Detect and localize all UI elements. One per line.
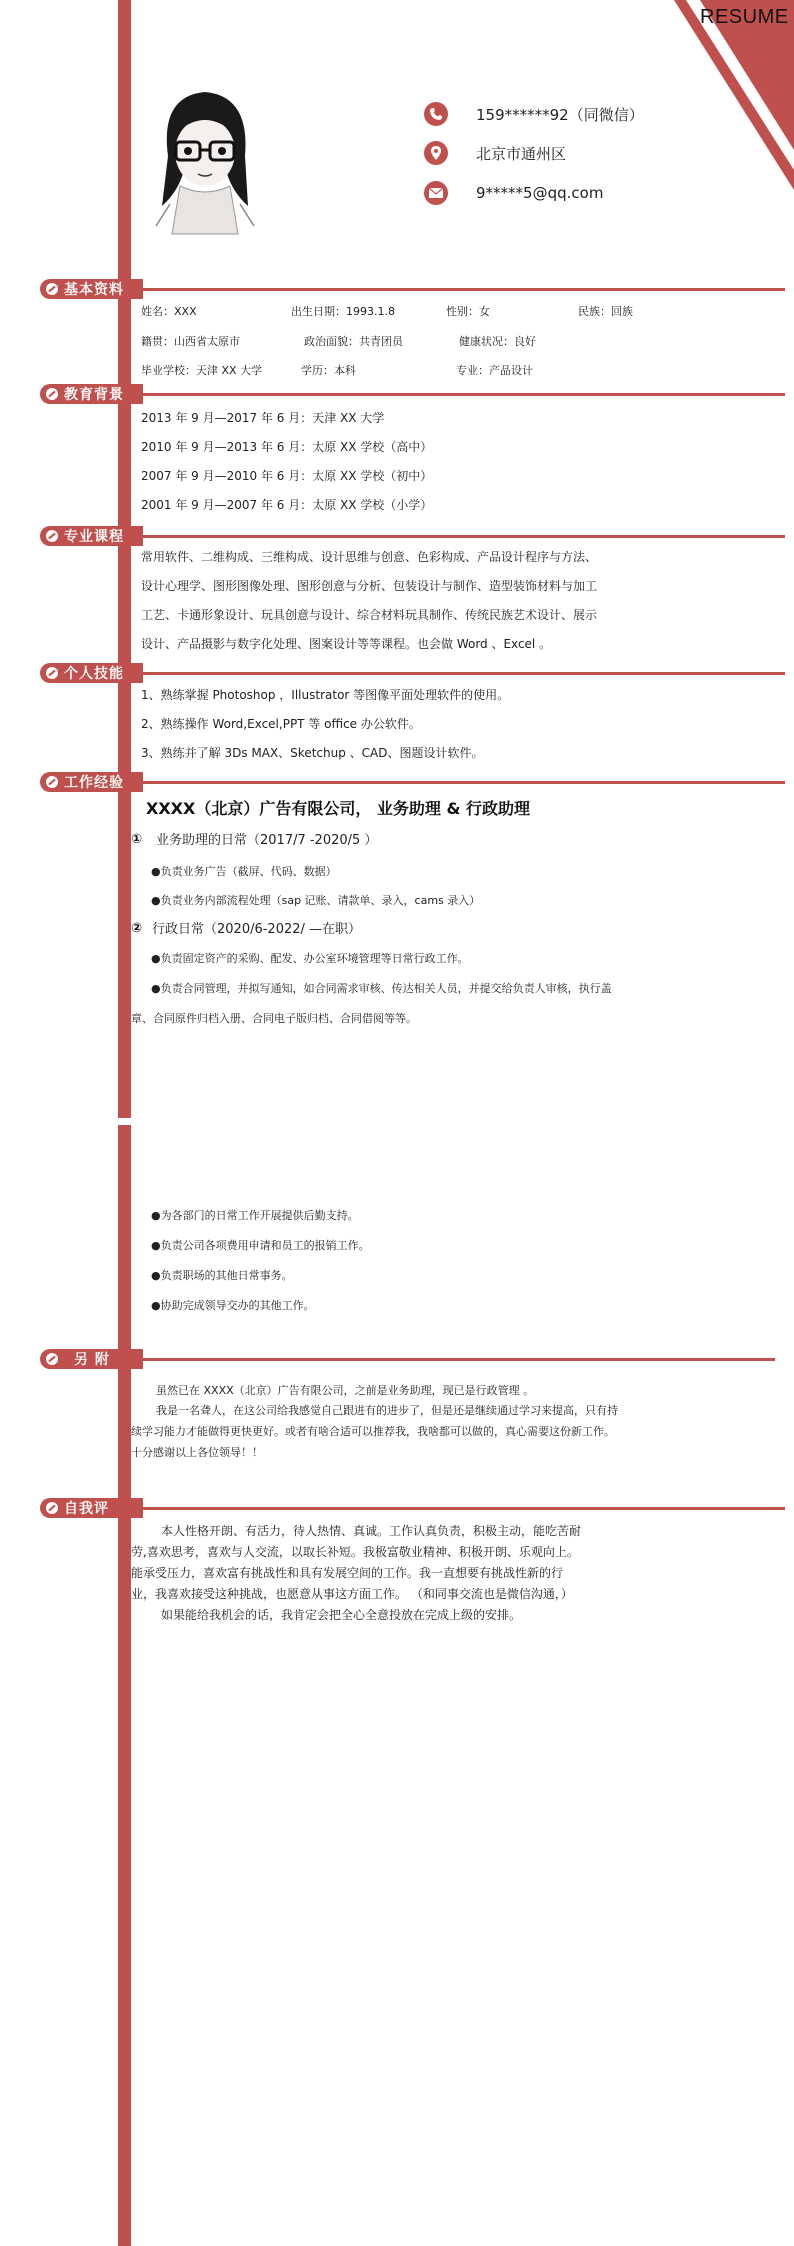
course-line: 工艺、卡通形象设计、玩具创意与设计、综合材料玩具制作、传统民族艺术设计、展示	[141, 608, 598, 622]
section-badge-icon	[46, 1502, 58, 1514]
basic-birth: 出生日期：1993.1.8	[291, 305, 395, 318]
basic-political: 政治面貌：共青团员	[304, 335, 403, 348]
work-company-title: XXXX（北京）广告有限公司， 业务助理 & 行政助理	[146, 799, 531, 818]
section-badge-icon	[46, 667, 58, 679]
job2-number: ②	[131, 921, 143, 936]
phone-text: 159******92（同微信）	[476, 105, 644, 124]
avatar	[150, 86, 260, 236]
other-line: 续学习能力才能做得更快更好。或者有啥合适可以推荐我，我啥都可以做的，真心需要这份新工作。	[131, 1425, 615, 1438]
skill-item: 3、熟练并了解 3Ds MAX、Sketchup 、CAD、图题设计软件。	[141, 746, 484, 760]
education-item: 2013 年 9 月—2017 年 6 月：天津 XX 大学	[141, 411, 385, 425]
self-eval-line: 业，我喜欢接受这种挑战，也愿意从事这方面工作。 （和同事交流也是微信沟通，）	[131, 1587, 573, 1601]
phone-icon	[424, 102, 448, 126]
self-eval-line: 能承受压力，喜欢富有挑战性和具有发展空间的工作。我一直想要有挑战性新的行	[131, 1566, 564, 1580]
bar-gap	[118, 1118, 131, 1125]
section-tag: 工作经验	[40, 772, 143, 792]
section-tag: 自我评	[40, 1498, 143, 1518]
section-rule	[135, 535, 785, 538]
job2-bullet: ●负责合同管理，并拟写通知，如合同需求审核、传达相关人员，并提交给负责人审核，执行盖	[151, 982, 612, 995]
job2-bullet: 章、合同原件归档入册、合同电子版归档、合同借阅等等。	[131, 1012, 417, 1025]
section-rule	[135, 393, 785, 396]
basic-degree: 学历：本科	[301, 364, 356, 377]
address-text: 北京市通州区	[476, 144, 567, 163]
section-badge-icon	[46, 283, 58, 295]
course-line: 设计心理学、图形图像处理、图形创意与分析、包装设计与制作、造型装饰材料与加工	[141, 579, 598, 593]
section-badge-icon	[46, 530, 58, 542]
job1-number: ①	[131, 832, 143, 847]
section-badge-icon	[46, 776, 58, 788]
self-eval-line: 本人性格开朗、有活力，待人热情、真诚。工作认真负责，积极主动，能吃苦耐	[161, 1524, 582, 1538]
section-tag: 教育背景	[40, 384, 143, 404]
skill-item: 1、熟练掌握 Photoshop ，Illustrator 等图像平面处理软件的使用。	[141, 688, 510, 702]
education-item: 2010 年 9 月—2013 年 6 月：太原 XX 学校（高中）	[141, 440, 433, 454]
other-line: 虽然已在 XXXX（北京）广告有限公司，之前是业务助理，现已是行政管理 。	[156, 1384, 535, 1397]
section-tag: 专业课程	[40, 526, 143, 546]
basic-origin: 籍贯：山西省太原市	[141, 335, 240, 348]
location-pin-icon	[424, 141, 448, 165]
work-bullet: ●负责职场的其他日常事务。	[151, 1269, 293, 1282]
contact-address	[424, 140, 566, 166]
work-bullet: ●协助完成领导交办的其他工作。	[151, 1299, 315, 1312]
section-tag: 另 附	[40, 1349, 143, 1369]
education-item: 2007 年 9 月—2010 年 6 月：太原 XX 学校（初中）	[141, 469, 433, 483]
other-line: 十分感谢以上各位领导！！	[131, 1446, 263, 1459]
basic-ethnicity: 民族：回族	[578, 305, 633, 318]
basic-major: 专业：产品设计	[456, 364, 533, 377]
section-tag: 基本资料	[40, 279, 143, 299]
section-rule	[135, 1358, 775, 1361]
self-eval-line: 劳,喜欢思考，喜欢与人交流，以取长补短。我极富敬业精神、积极开朗、乐观向上。	[131, 1545, 579, 1559]
email-text: 9*****5@qq.com	[476, 184, 604, 202]
job1-title: 业务助理的日常（2017/7 -2020/5 ）	[156, 833, 378, 848]
section-rule	[135, 288, 785, 291]
skill-item: 2、熟练操作 Word,Excel,PPT 等 office 办公软件。	[141, 717, 421, 731]
education-item: 2001 年 9 月—2007 年 6 月：太原 XX 学校（小学）	[141, 498, 433, 512]
section-rule	[135, 1507, 785, 1510]
contact-phone	[424, 101, 644, 127]
mail-icon	[424, 181, 448, 205]
course-line: 常用软件、二维构成、三维构成、设计思维与创意、色彩构成、产品设计程序与方法、	[141, 550, 598, 564]
job1-bullet: ●负责业务广告（截屏、代码、数据）	[151, 865, 337, 878]
section-badge-icon	[46, 388, 58, 400]
basic-health: 健康状况：良好	[459, 335, 536, 348]
work-bullet: ●负责公司各项费用申请和员工的报销工作。	[151, 1239, 370, 1252]
resume-label: RESUME	[700, 6, 789, 28]
section-rule	[135, 781, 785, 784]
work-bullet: ●为各部门的日常工作开展提供后勤支持。	[151, 1209, 359, 1222]
self-eval-line: 如果能给我机会的话，我肯定会把全心全意投放在完成上级的安排。	[161, 1608, 522, 1622]
basic-gender: 性别：女	[446, 305, 490, 318]
basic-school: 毕业学校：天津 XX 大学	[141, 364, 263, 377]
course-line: 设计、产品摄影与数字化处理、图案设计等等课程。也会做 Word 、Excel 。	[141, 637, 552, 651]
job2-bullet: ●负责固定资产的采购、配发、办公室环境管理等日常行政工作。	[151, 952, 469, 965]
contact-email	[424, 180, 603, 206]
section-tag: 个人技能	[40, 663, 143, 683]
basic-name: 姓名：XXX	[141, 305, 197, 318]
job2-title: 行政日常（2020/6-2022/ —在职）	[152, 922, 362, 937]
job1-bullet: ●负责业务内部流程处理（sap 记账、请款单、录入，cams 录入）	[151, 894, 481, 907]
other-line: 我是一名聋人，在这公司给我感觉自己跟进有的进步了，但是还是继续通过学习来提高，只有持	[156, 1404, 618, 1417]
section-badge-icon	[46, 1353, 58, 1365]
section-rule	[135, 672, 785, 675]
